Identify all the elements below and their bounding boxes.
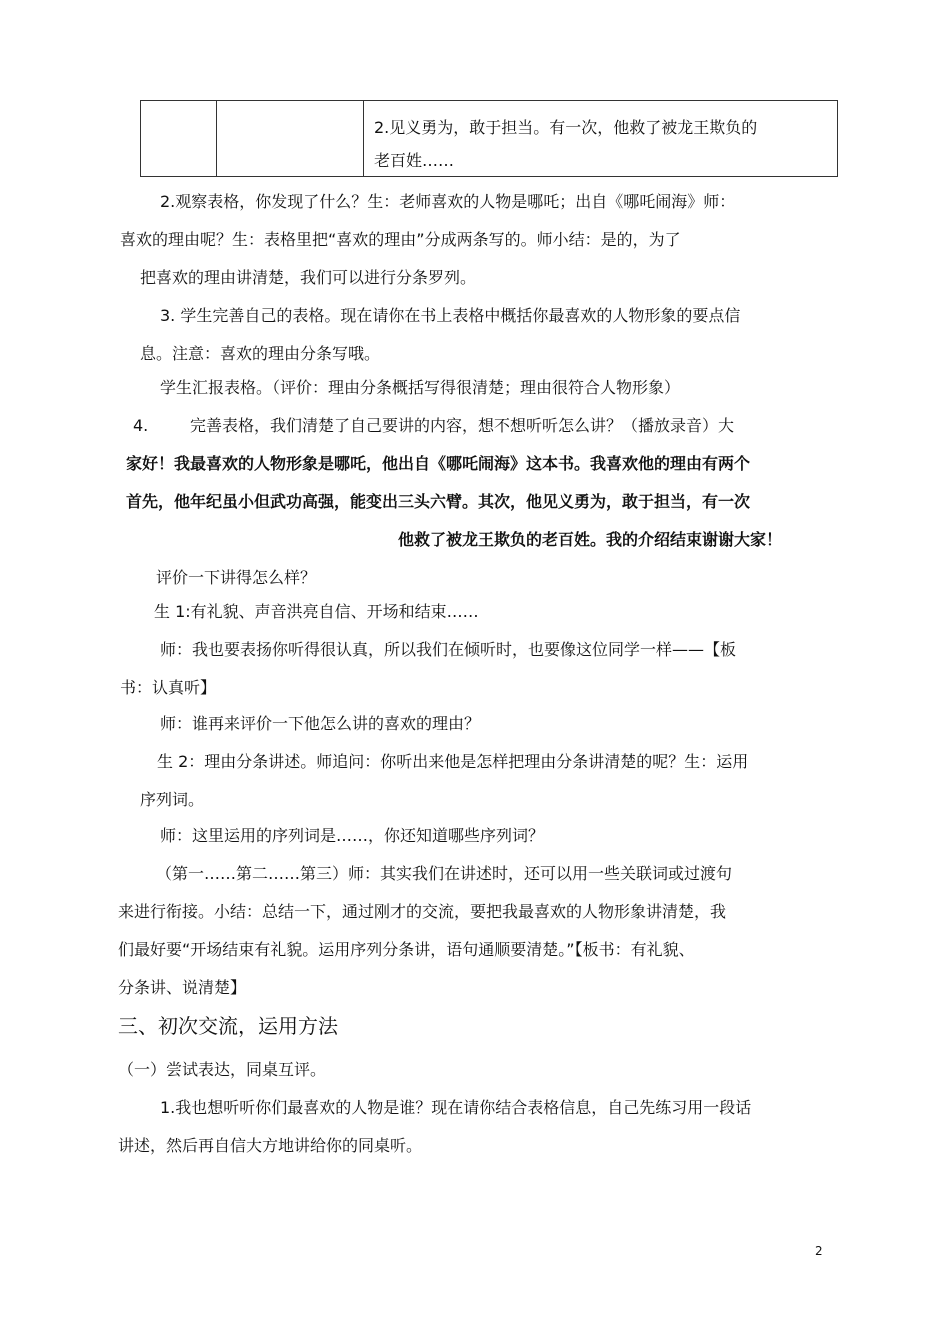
paragraph-line: 喜欢的理由呢？生：表格里把“喜欢的理由”分成两条写的。师小结：是的，为了 [120,230,681,249]
reason-table [140,100,838,177]
paragraph-line: 讲述，然后再自信大方地讲给你的同桌听。 [118,1136,423,1155]
table-cell-2 [217,101,364,176]
paragraph-line: 分条讲、说清楚】 [118,978,247,997]
paragraph-line: 3. 学生完善自己的表格。现在请你在书上表格中概括你最喜欢的人物形象的要点信 [160,306,741,325]
recording-line: 家好！我最喜欢的人物形象是哪吒，他出自《哪吒闹海》这本书。我喜欢他的理由有两个 [126,454,751,473]
recording-line: 首先，他年纪虽小但武功高强，能变出三头六臂。其次，他见义勇为，敢于担当，有一次 [126,492,751,511]
paragraph-line: 息。注意：喜欢的理由分条写哦。 [140,344,381,363]
page-number: 2 [815,1244,823,1258]
paragraph-line: 来进行衔接。小结：总结一下，通过刚才的交流，要把我最喜欢的人物形象讲清楚，我 [118,902,727,921]
paragraph-line: 师：这里运用的序列词是……，你还知道哪些序列词？ [160,826,545,845]
paragraph-line: 完善表格，我们清楚了自己要讲的内容，想不想听听怎么讲？（播放录音）大 [190,416,735,435]
section-heading: 三、初次交流，运用方法 [118,1014,338,1038]
paragraph-line: 师：谁再来评价一下他怎么讲的喜欢的理由？ [160,714,481,733]
paragraph-line: 们最好要“开场结束有礼貌。运用序列分条讲，语句通顺要清楚。”【板书：有礼貌、 [118,940,695,959]
paragraph-line: 师：我也要表扬你听得很认真，所以我们在倾听时，也要像这位同学一样——【板 [160,640,737,659]
list-number: 4. [133,416,149,435]
paragraph-line: 学生汇报表格。（评价：理由分条概括写得很清楚；理由很符合人物形象） [160,378,681,397]
paragraph-line: 书：认真听】 [120,678,217,697]
table-cell-3 [374,111,834,177]
table-cell-text-1: 2.见义勇为，敢于担当。有一次，他救了被龙王欺负的 [374,118,758,137]
paragraph-line: （第一……第二……第三）师：其实我们在讲述时，还可以用一些关联词或过渡句 [156,864,733,883]
paragraph-line: 把喜欢的理由讲清楚，我们可以进行分条罗列。 [140,268,477,287]
paragraph-line: 1.我也想听听你们最喜欢的人物是谁？现在请你结合表格信息，自己先练习用一段话 [160,1098,752,1117]
paragraph-line: 生 2：理由分条讲述。师追问：你听出来他是怎样把理由分条讲清楚的呢？生：运用 [157,752,749,771]
paragraph-line: 生 1:有礼貌、声音洪亮自信、开场和结束…… [154,602,479,621]
paragraph-line: 序列词。 [140,790,205,809]
subsection-heading: （一）尝试表达，同桌互评。 [118,1060,327,1079]
table-cell-1 [141,101,217,176]
recording-line: 他救了被龙王欺负的老百姓。我的介绍结束谢谢大家！ [398,530,783,549]
paragraph-line: 评价一下讲得怎么样？ [156,568,317,587]
paragraph-line: 2.观察表格，你发现了什么？生：老师喜欢的人物是哪吒；出自《哪吒闹海》师： [160,192,736,211]
table-cell-text-2: 老百姓…… [374,151,455,170]
